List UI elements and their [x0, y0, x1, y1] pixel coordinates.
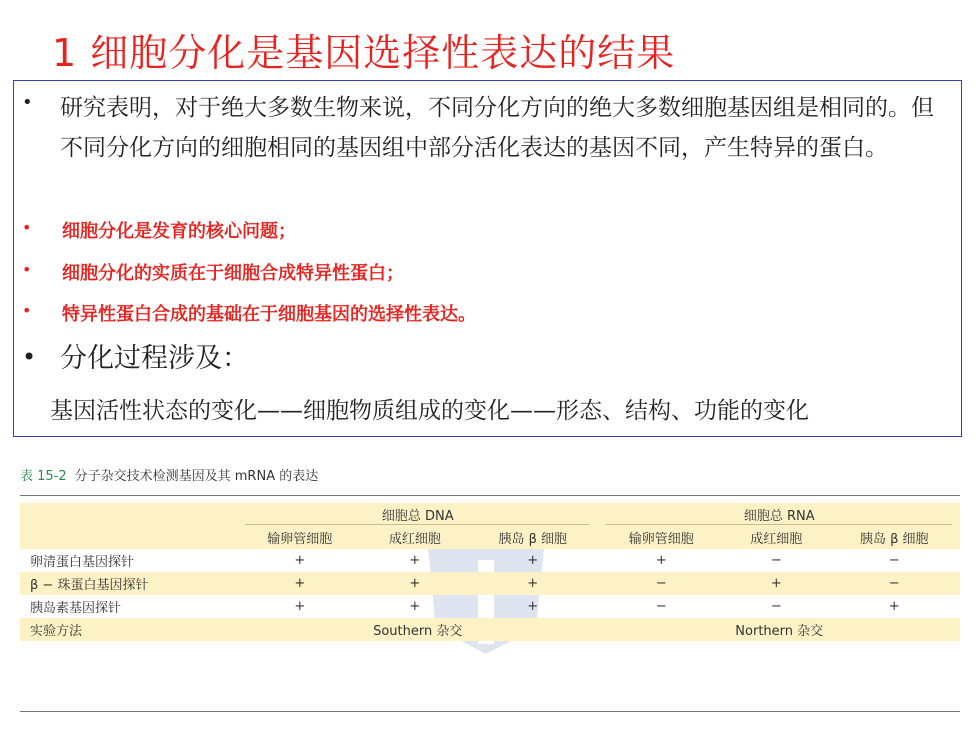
- caption-text: 分子杂交技术检测基因及其 mRNA 的表达: [74, 469, 319, 484]
- bullet: •: [22, 301, 32, 320]
- table-cell: +: [409, 553, 421, 568]
- bullet: •: [22, 92, 33, 113]
- table-cell: −: [888, 553, 900, 568]
- method-northern: Northern 杂交: [598, 618, 960, 641]
- table-cell: −: [770, 553, 782, 568]
- bullet: •: [22, 260, 32, 279]
- table-group-header-row: [20, 503, 960, 526]
- table-bottom-rule: [20, 711, 960, 712]
- table-cell: +: [724, 572, 828, 595]
- table-cell: +: [888, 599, 900, 614]
- column-header: 成红细胞: [363, 526, 467, 549]
- table-cell: +: [294, 599, 306, 614]
- expression-table: [20, 503, 960, 641]
- table-row: [20, 595, 960, 618]
- table-cell: +: [363, 572, 467, 595]
- table-cell: +: [527, 553, 539, 568]
- intro-paragraph: 研究表明，对于绝大多数生物来说，不同分化方向的绝大多数细胞基因组是相同的。但不同分化方向的细胞相同的基因组中部分活化表达的基因不同，产生特异的蛋白。: [60, 95, 934, 161]
- table-cell: −: [829, 572, 960, 595]
- column-header: 输卵管细胞: [598, 526, 724, 549]
- column-header: 输卵管细胞: [237, 526, 363, 549]
- bullet: •: [22, 218, 32, 237]
- table-cell: −: [770, 599, 782, 614]
- table-cell: +: [409, 599, 421, 614]
- red-point: 细胞分化是发育的核心问题；: [62, 221, 296, 242]
- row-label: β − 珠蛋白基因探针: [20, 572, 237, 595]
- table-cell: +: [467, 572, 598, 595]
- table-cell: −: [655, 599, 667, 614]
- table-method-row: [20, 618, 960, 641]
- column-header: 成红细胞: [724, 526, 828, 549]
- table-cell: −: [598, 572, 724, 595]
- table-caption: [20, 465, 318, 484]
- table-cell: +: [237, 572, 363, 595]
- table-row: [20, 549, 960, 572]
- column-header: 胰岛 β 细胞: [467, 526, 598, 549]
- slide-title: 1 细胞分化是基因选择性表达的结果: [52, 31, 676, 75]
- table-cell: +: [294, 553, 306, 568]
- row-label: 实验方法: [20, 618, 237, 641]
- caption-number: 表 15-2: [20, 469, 67, 484]
- table-row: [20, 572, 960, 595]
- group-header-rna: 细胞总 RNA: [598, 503, 960, 526]
- red-point: 特异性蛋白合成的基础在于细胞基因的选择性表达。: [62, 304, 476, 325]
- row-label: 胰岛素基因探针: [30, 601, 122, 616]
- table-cell: +: [527, 599, 539, 614]
- process-title: 分化过程涉及：: [60, 343, 249, 374]
- table-header-row: [20, 526, 960, 549]
- column-header: 胰岛 β 细胞: [829, 526, 960, 549]
- table-top-rule: [20, 495, 960, 496]
- red-point: 细胞分化的实质在于细胞合成特异性蛋白；: [62, 263, 404, 284]
- row-label: 卵清蛋白基因探针: [30, 555, 135, 570]
- group-header-dna: 细胞总 DNA: [237, 503, 598, 526]
- bullet: •: [22, 343, 37, 371]
- method-southern: Southern 杂交: [237, 618, 598, 641]
- table-cell: +: [655, 553, 667, 568]
- process-text: 基因活性状态的变化——细胞物质组成的变化——形态、结构、功能的变化: [50, 398, 809, 424]
